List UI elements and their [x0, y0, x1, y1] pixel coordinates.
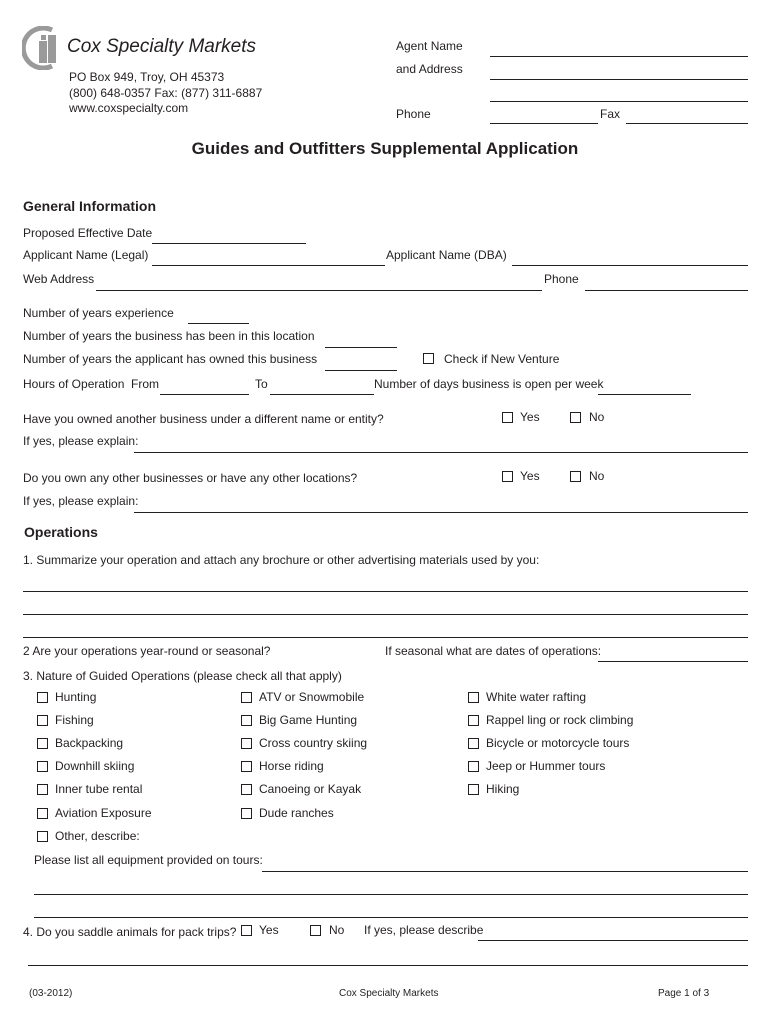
footer-page: Page 1 of 3	[658, 988, 710, 999]
effective-date-label: Proposed Effective Date	[23, 226, 153, 240]
agent-address-field-1[interactable]	[490, 79, 748, 80]
q4b-field[interactable]	[478, 940, 748, 941]
hiking-checkbox[interactable]	[468, 784, 479, 795]
other-location-yes-label: Yes	[520, 469, 540, 483]
agent-fax-label: Fax	[600, 107, 621, 121]
agent-name-field[interactable]	[490, 56, 748, 57]
jeep-checkbox[interactable]	[468, 761, 479, 772]
horse-riding-label: Horse riding	[259, 759, 324, 773]
q2b-field[interactable]	[598, 661, 748, 662]
agent-address-field-2[interactable]	[490, 101, 748, 102]
aviation-checkbox[interactable]	[37, 808, 48, 819]
cox-logo-icon	[22, 26, 64, 70]
hours-from-field[interactable]	[160, 394, 249, 395]
atv-label: ATV or Snowmobile	[259, 690, 365, 704]
general-info-heading: General Information	[23, 198, 157, 214]
form-title: Guides and Outfitters Supplemental Application	[191, 139, 579, 158]
applicant-dba-field[interactable]	[512, 265, 748, 266]
agent-address-label: and Address	[396, 62, 463, 76]
applicant-legal-label: Applicant Name (Legal)	[23, 248, 149, 262]
agent-name-label: Agent Name	[396, 39, 463, 53]
white-water-label: White water rafting	[486, 690, 587, 704]
explain-1-field[interactable]	[134, 452, 748, 453]
applicant-legal-field[interactable]	[152, 265, 385, 266]
other-location-question: Do you own any other businesses or have any other locations?	[23, 471, 358, 485]
horse-riding-checkbox[interactable]	[241, 761, 252, 772]
web-address-label: Web Address	[23, 272, 95, 286]
q1-field-3[interactable]	[23, 637, 748, 638]
explain-2-field[interactable]	[134, 512, 748, 513]
footer-date: (03-2012)	[29, 988, 73, 999]
big-game-checkbox[interactable]	[241, 715, 252, 726]
aviation-label: Aviation Exposure	[55, 806, 152, 820]
white-water-checkbox[interactable]	[468, 692, 479, 703]
years-location-label: Number of years the business has been in this location	[23, 329, 315, 343]
years-experience-field[interactable]	[188, 323, 249, 324]
other-label: Other, describe:	[55, 829, 140, 843]
other-name-no-checkbox[interactable]	[570, 412, 581, 423]
hours-to-field[interactable]	[270, 394, 374, 395]
years-owned-label: Number of years the applicant has owned this business	[23, 352, 318, 366]
inner-tube-checkbox[interactable]	[37, 784, 48, 795]
q4-yes-checkbox[interactable]	[241, 925, 252, 936]
hunting-label: Hunting	[55, 690, 97, 704]
years-owned-field[interactable]	[325, 370, 397, 371]
other-location-no-label: No	[589, 469, 605, 483]
web-address-field[interactable]	[96, 290, 542, 291]
phone-field[interactable]	[585, 290, 748, 291]
other-name-yes-label: Yes	[520, 410, 540, 424]
company-name: Cox Specialty Markets	[67, 36, 257, 57]
explain-2-label: If yes, please explain:	[23, 494, 139, 508]
rappelling-label: Rappel ling or rock climbing	[486, 713, 634, 727]
equipment-field-1[interactable]	[262, 871, 748, 872]
dude-ranches-checkbox[interactable]	[241, 808, 252, 819]
q4-yes-label: Yes	[259, 923, 279, 937]
hiking-label: Hiking	[486, 782, 520, 796]
years-location-field[interactable]	[325, 347, 397, 348]
q1-field-1[interactable]	[23, 591, 748, 592]
hours-to-label: To	[255, 377, 268, 391]
q3-label: 3. Nature of Guided Operations (please check all that apply)	[23, 669, 342, 683]
new-venture-label: Check if New Venture	[444, 352, 560, 366]
fishing-checkbox[interactable]	[37, 715, 48, 726]
other-location-yes-checkbox[interactable]	[502, 471, 513, 482]
jeep-label: Jeep or Hummer tours	[486, 759, 606, 773]
other-name-yes-checkbox[interactable]	[502, 412, 513, 423]
canoeing-checkbox[interactable]	[241, 784, 252, 795]
canoeing-label: Canoeing or Kayak	[259, 782, 362, 796]
hours-label: Hours of Operation	[23, 377, 125, 391]
equipment-field-3[interactable]	[34, 917, 748, 918]
agent-fax-field[interactable]	[626, 123, 748, 124]
downhill-skiing-checkbox[interactable]	[37, 761, 48, 772]
new-venture-checkbox[interactable]	[423, 353, 434, 364]
cross-country-checkbox[interactable]	[241, 738, 252, 749]
company-website: www.coxspecialty.com	[69, 101, 189, 115]
q4-no-label: No	[329, 923, 345, 937]
operations-heading: Operations	[24, 524, 98, 540]
other-location-no-checkbox[interactable]	[570, 471, 581, 482]
q2b-label: If seasonal what are dates of operations:	[385, 644, 602, 658]
applicant-dba-label: Applicant Name (DBA)	[386, 248, 507, 262]
years-experience-label: Number of years experience	[23, 306, 174, 320]
q4-no-checkbox[interactable]	[310, 925, 321, 936]
hunting-checkbox[interactable]	[37, 692, 48, 703]
downhill-skiing-label: Downhill skiing	[55, 759, 135, 773]
backpacking-label: Backpacking	[55, 736, 124, 750]
bicycle-label: Bicycle or motorcycle tours	[486, 736, 630, 750]
big-game-label: Big Game Hunting	[259, 713, 358, 727]
q2-label: 2 Are your operations year-round or seasonal?	[23, 644, 271, 658]
other-checkbox[interactable]	[37, 831, 48, 842]
q4-label: 4. Do you saddle animals for pack trips?	[23, 925, 237, 939]
fishing-label: Fishing	[55, 713, 94, 727]
footer-company: Cox Specialty Markets	[339, 988, 439, 999]
q4b-label: If yes, please describe	[364, 923, 484, 937]
company-address: PO Box 949, Troy, OH 45373	[69, 70, 225, 84]
backpacking-checkbox[interactable]	[37, 738, 48, 749]
cross-country-label: Cross country skiing	[259, 736, 368, 750]
explain-1-label: If yes, please explain:	[23, 434, 139, 448]
company-phone-fax: (800) 648-0357 Fax: (877) 311-6887	[69, 86, 263, 100]
rappelling-checkbox[interactable]	[468, 715, 479, 726]
agent-phone-label: Phone	[396, 107, 431, 121]
q1-label: 1. Summarize your operation and attach any brochure or other advertising materials used by you:	[23, 553, 540, 567]
other-name-no-label: No	[589, 410, 605, 424]
days-open-label: Number of days business is open per week	[374, 377, 604, 391]
inner-tube-label: Inner tube rental	[55, 782, 143, 796]
footer-divider	[28, 965, 748, 966]
equipment-field-2[interactable]	[34, 894, 748, 895]
phone-label: Phone	[544, 272, 579, 286]
days-open-field[interactable]	[598, 394, 691, 395]
dude-ranches-label: Dude ranches	[259, 806, 334, 820]
atv-checkbox[interactable]	[241, 692, 252, 703]
agent-phone-field[interactable]	[490, 123, 598, 124]
other-name-question: Have you owned another business under a different name or entity?	[23, 412, 384, 426]
equipment-label: Please list all equipment provided on tours:	[34, 853, 263, 867]
q1-field-2[interactable]	[23, 614, 748, 615]
hours-from-label: From	[131, 377, 159, 391]
bicycle-checkbox[interactable]	[468, 738, 479, 749]
effective-date-field[interactable]	[152, 243, 306, 244]
